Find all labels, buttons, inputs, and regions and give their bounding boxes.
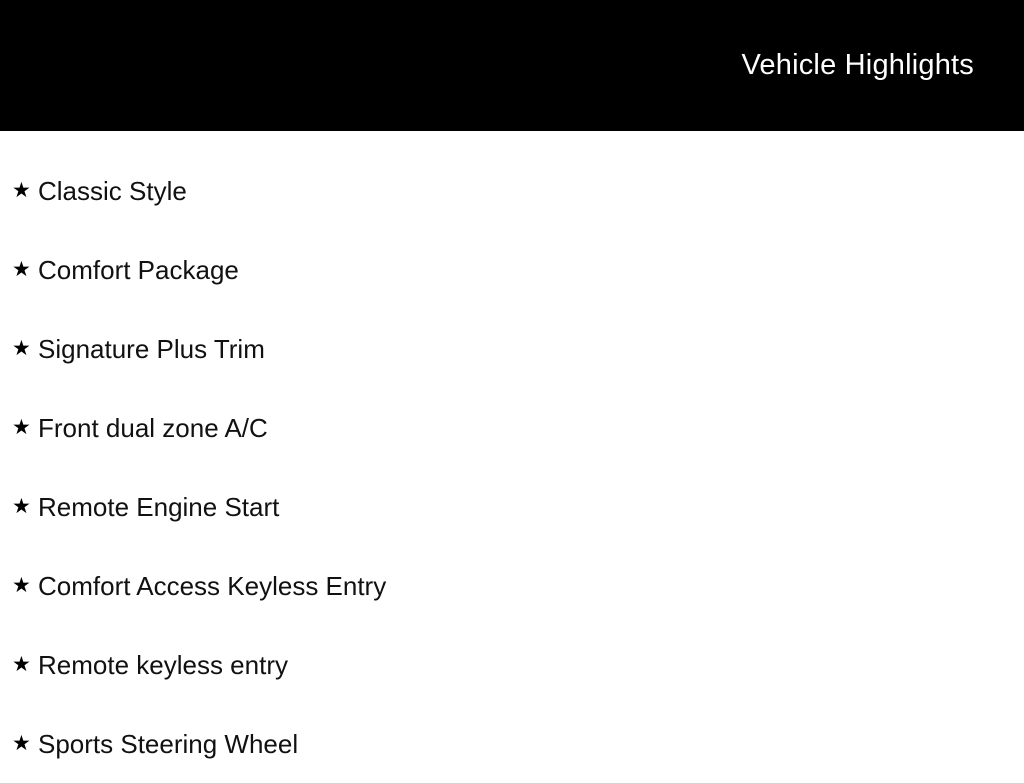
star-icon: ★ xyxy=(12,653,31,676)
list-item xyxy=(0,704,1024,783)
star-icon: ★ xyxy=(12,337,31,360)
header-bar xyxy=(0,0,1024,131)
list-item xyxy=(0,625,1024,704)
list-item xyxy=(0,467,1024,546)
list-item xyxy=(0,546,1024,625)
page-title: Vehicle Highlights xyxy=(741,49,974,81)
star-icon: ★ xyxy=(12,416,31,439)
star-icon: ★ xyxy=(12,495,31,518)
list-item-label: Remote Engine Start xyxy=(38,491,280,522)
list-item xyxy=(0,151,1024,230)
list-item-label: Comfort Access Keyless Entry xyxy=(38,570,387,601)
star-icon: ★ xyxy=(12,732,31,755)
list-item-label: Remote keyless entry xyxy=(38,649,288,680)
list-item-label: Sports Steering Wheel xyxy=(38,728,299,759)
list-item xyxy=(0,309,1024,388)
list-item xyxy=(0,388,1024,467)
vehicle-highlights-list xyxy=(0,131,1024,783)
list-item-label: Comfort Package xyxy=(38,254,239,285)
list-item-label: Classic Style xyxy=(38,175,187,206)
list-item-label: Signature Plus Trim xyxy=(38,333,265,364)
star-icon: ★ xyxy=(12,258,31,281)
star-icon: ★ xyxy=(12,179,31,202)
list-item xyxy=(0,230,1024,309)
list-item-label: Front dual zone A/C xyxy=(38,412,268,443)
star-icon: ★ xyxy=(12,574,31,597)
